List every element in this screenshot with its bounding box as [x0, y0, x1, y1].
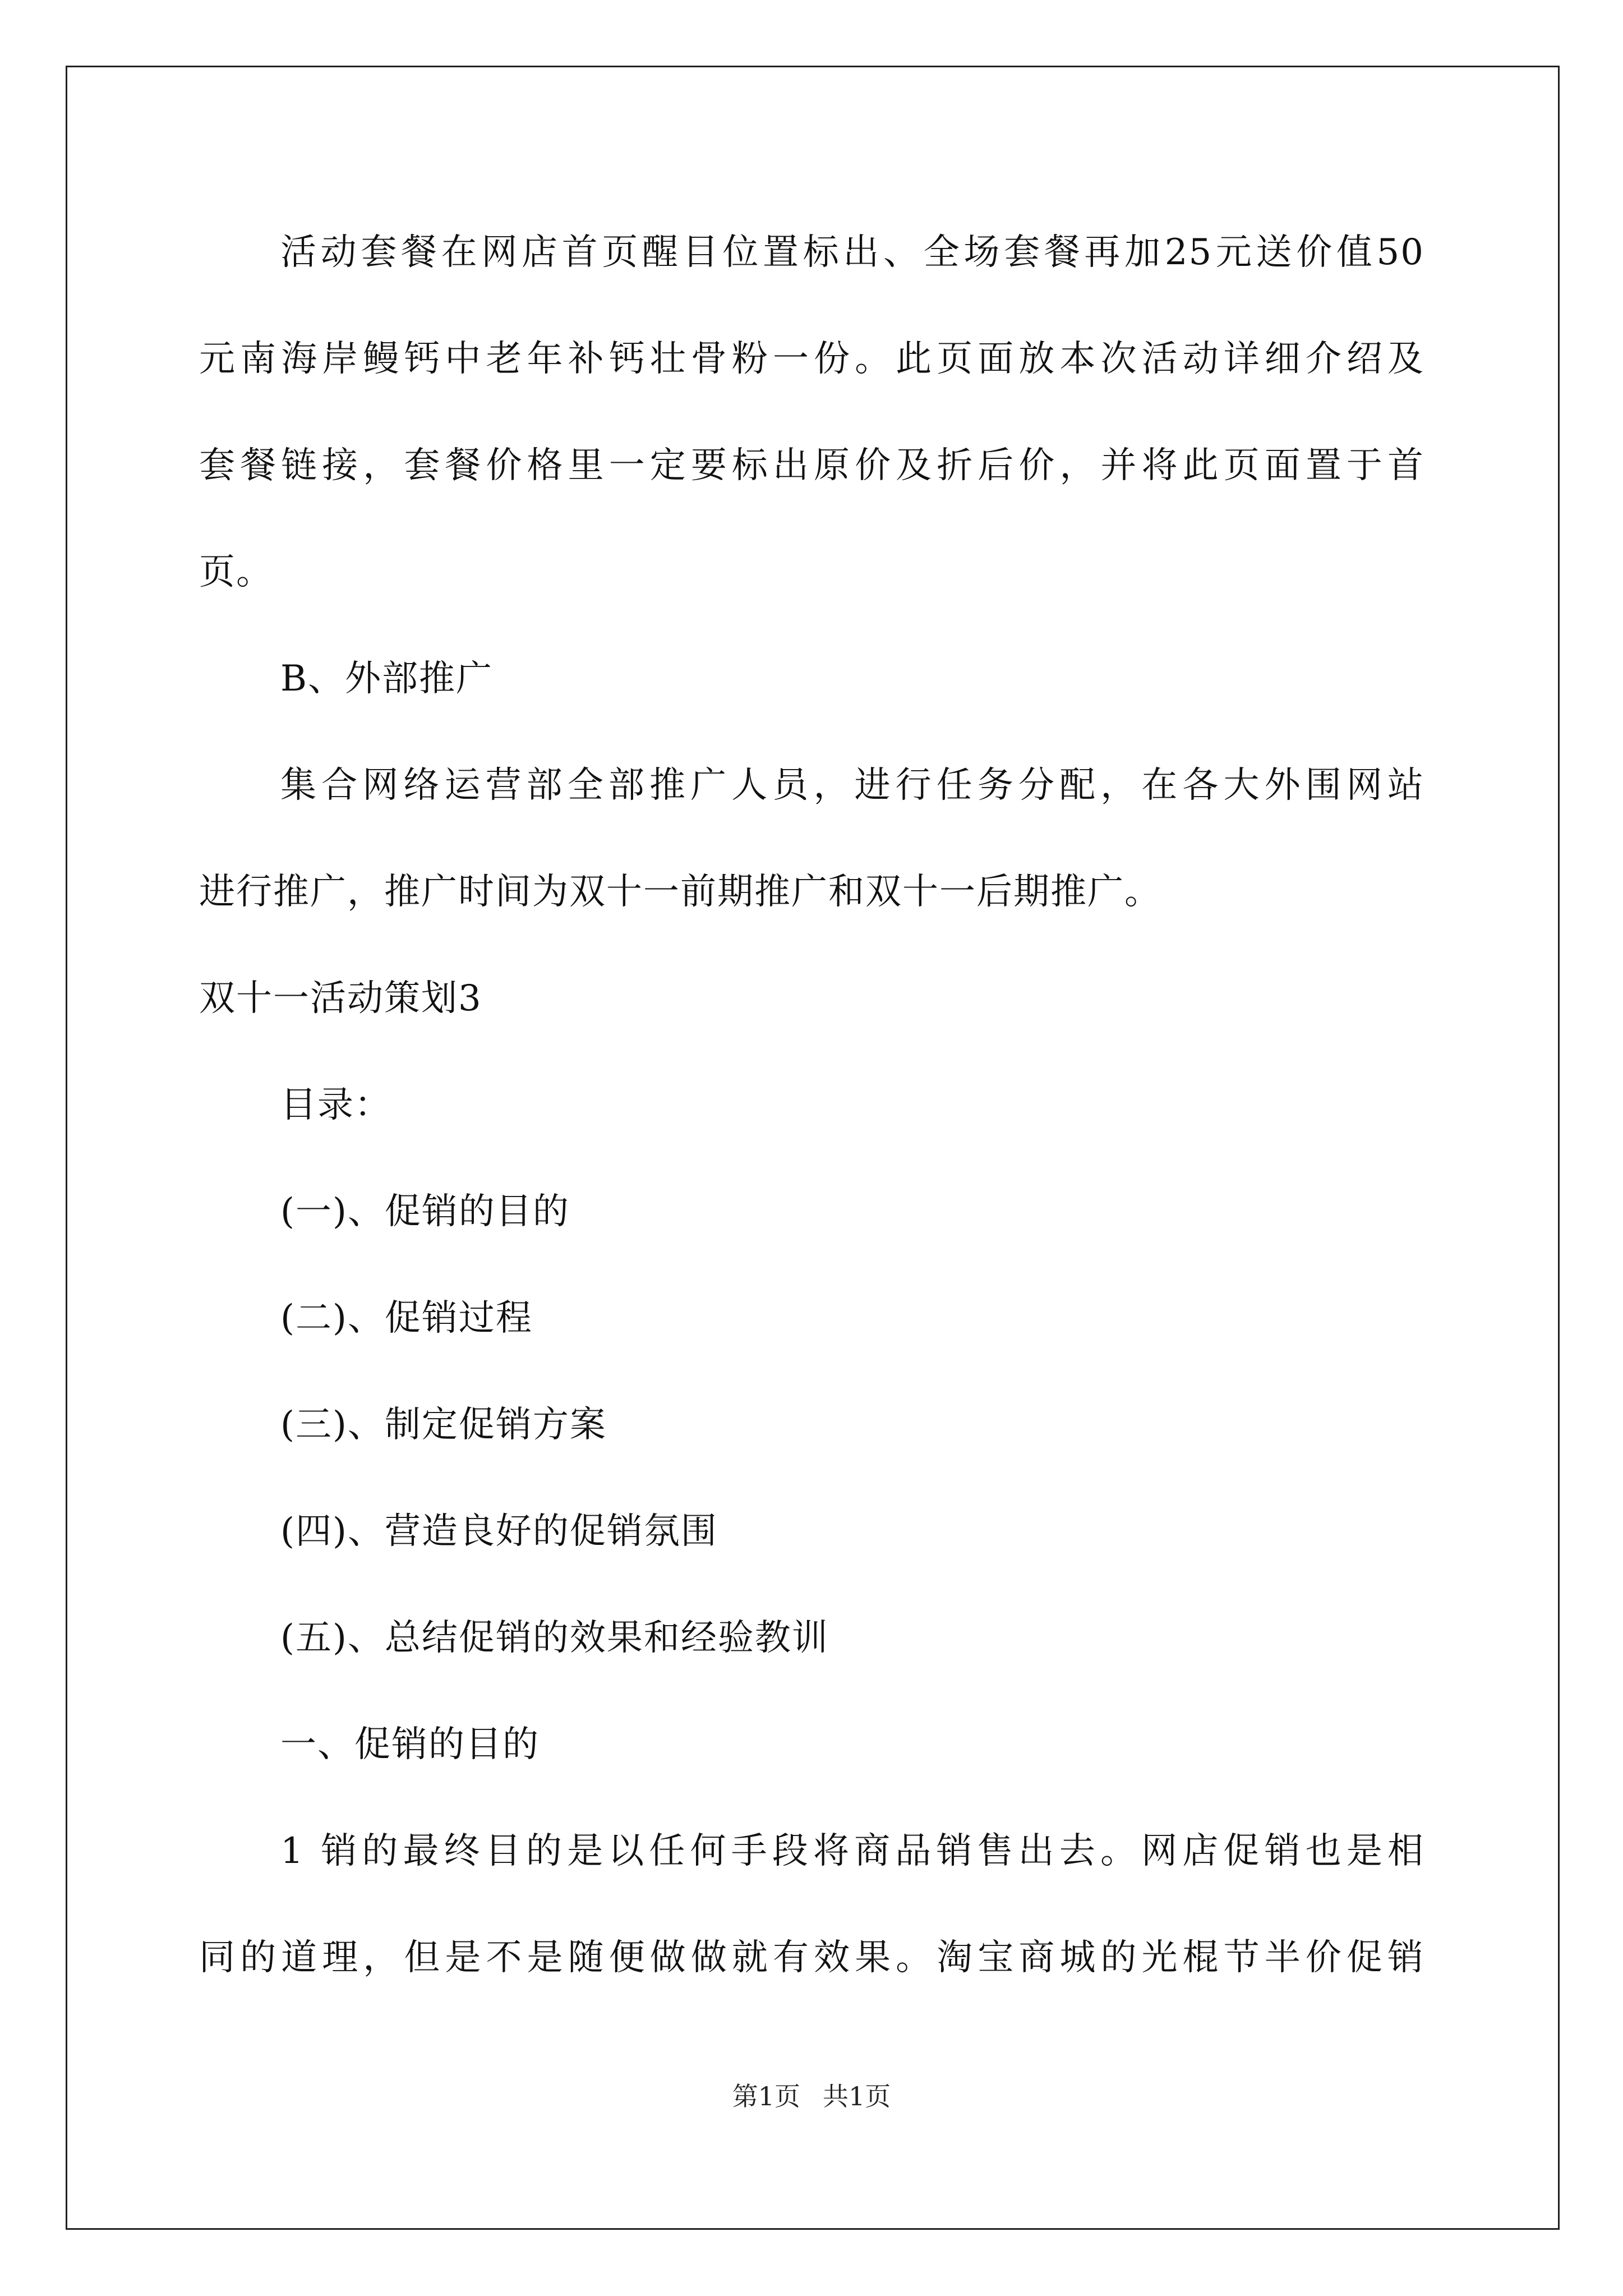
document-title: 双十一活动策划3	[199, 978, 482, 1019]
page-total: 共1页	[823, 2081, 891, 2111]
paragraph-line: 页。	[199, 551, 273, 593]
page-footer	[0, 2079, 1623, 2113]
toc-item: (一)、促销的目的	[280, 1191, 570, 1232]
paragraph-line: 元南海岸鳗钙中老年补钙壮骨粉一份。此页面放本次活动详细介绍及	[199, 338, 1424, 380]
toc-item: (五)、总结促销的效果和经验教训	[280, 1617, 829, 1659]
paragraph-line: 活动套餐在网店首页醒目位置标出、全场套餐再加25元送价值50	[280, 232, 1424, 273]
paragraph-line: 进行推广，推广时间为双十一前期推广和双十一后期推广。	[199, 871, 1161, 913]
paragraph-line: 套餐链接，套餐价格里一定要标出原价及折后价，并将此页面置于首	[199, 445, 1424, 486]
toc-item: (三)、制定促销方案	[280, 1404, 607, 1446]
paragraph-line: 同的道理，但是不是随便做做就有效果。淘宝商城的光棍节半价促销	[199, 1937, 1424, 1978]
page-number: 第1页	[732, 2081, 800, 2111]
section-heading: 一、促销的目的	[280, 1724, 540, 1765]
toc-item: (二)、促销过程	[280, 1297, 533, 1339]
paragraph-line: 1 销的最终目的是以任何手段将商品销售出去。网店促销也是相	[280, 1830, 1424, 1872]
toc-item: (四)、营造良好的促销氛围	[280, 1511, 718, 1552]
toc-heading: 目录：	[280, 1084, 391, 1126]
page-border	[66, 66, 1560, 2230]
section-heading: B、外部推广	[280, 658, 494, 700]
paragraph-line: 集合网络运营部全部推广人员，进行任务分配，在各大外围网站	[280, 765, 1424, 806]
